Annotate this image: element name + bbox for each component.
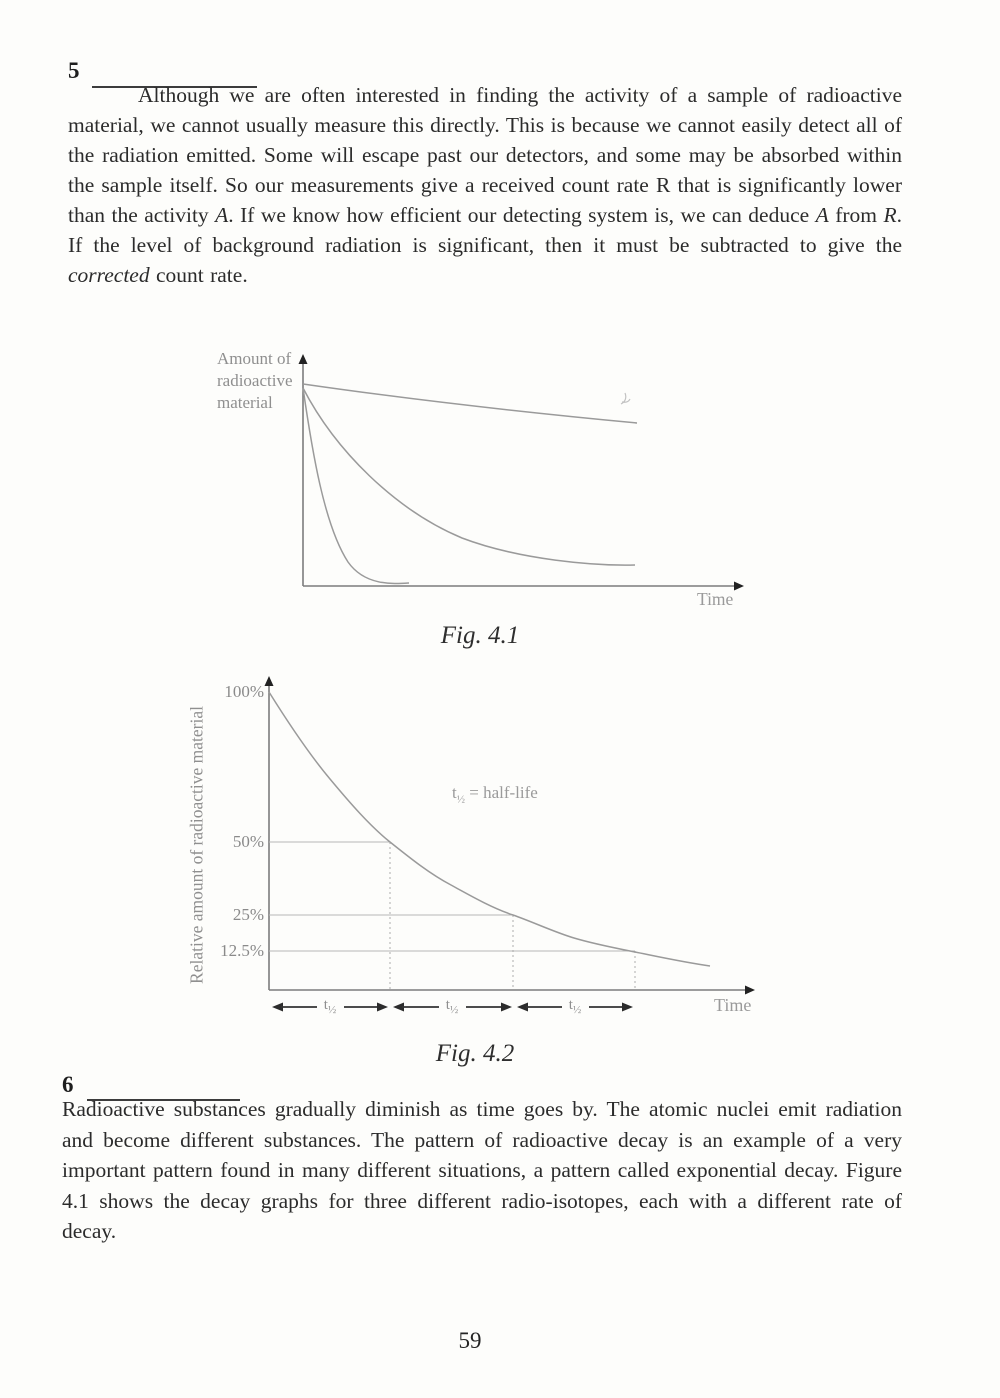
half-life-subscript: ½: [449, 1004, 459, 1016]
fig2-tick-50: 50%: [232, 832, 264, 851]
right-arrow-icon: [501, 1003, 512, 1012]
fig1-slow-decay-curve: [303, 384, 637, 423]
fig1-y-axis-label-line: material: [217, 393, 273, 412]
fig2-y-axis-arrow-icon: [265, 676, 274, 686]
fig1-x-axis-arrow-icon: [734, 582, 744, 591]
section-5-number: 5: [68, 58, 80, 83]
half-life-symbol: t: [445, 997, 450, 1013]
paragraph-run-italic: A: [815, 203, 829, 227]
fig1-y-axis-label-line: Amount of: [217, 349, 292, 368]
fig2-y-axis-label: Relative amount of radioactive material: [186, 706, 207, 984]
fig1-y-axis-arrow-icon: [299, 354, 308, 364]
fig1-fast-decay-curve: [303, 388, 409, 584]
half-life-symbol: t: [452, 783, 457, 802]
fig1-y-axis-label-line: radioactive: [217, 371, 293, 390]
half-life-subscript: ½: [456, 793, 465, 806]
paragraph-run: count rate.: [149, 263, 248, 287]
paragraph-run-italic: corrected: [68, 263, 150, 287]
paragraph-run-italic: A: [215, 203, 229, 227]
fig2-decay-curve: [269, 692, 710, 966]
fig2-tick-100: 100%: [224, 682, 264, 701]
fig2-interval-label-2: [446, 997, 458, 1016]
half-life-symbol: t: [568, 997, 573, 1013]
right-arrow-icon: [622, 1003, 633, 1012]
paragraph-run: . If the level of background radiation is significant, then it must be subtracted to give the: [68, 203, 902, 257]
right-arrow-icon: [377, 1003, 388, 1012]
paragraph-run: Although we are often interested in finding the activity of a sample of radioactive material, we cannot usually measure this directly. This is because we cannot easily detect all of the radiation emitted. Some will escape past our detectors, and some may be absorbed within the sample itself. So our measurements give a received count rate R that is significantly lower than the activity: [68, 83, 902, 227]
paragraph-run: . If we know how efficient our detecting system is, we can deduce: [228, 203, 816, 227]
half-life-note-text: = half-life: [469, 783, 538, 802]
fig2-interval-label-3: [569, 997, 581, 1016]
section-6-paragraph: Radioactive substances gradually diminish as time goes by. The atomic nuclei emit radiation and become different substances. The pattern of radioactive decay is an example of a very important pattern found in many different situations, a pattern called exponential decay. Figure 4.1 shows the decay graphs for three different radio-isotopes, each with a different rate of decay.: [62, 1097, 902, 1243]
half-life-subscript: ½: [572, 1004, 582, 1016]
page-number: 59: [458, 1328, 482, 1353]
fig2-x-axis-arrow-icon: [745, 986, 755, 995]
fig1-caption: Fig. 4.1: [440, 622, 520, 649]
section-5-paragraph: [68, 80, 902, 290]
paragraph-run-italic: R: [883, 203, 897, 227]
fig1-decay-chart: [200, 350, 760, 612]
half-life-subscript: ½: [327, 1004, 337, 1016]
fig1-scan-artifact: [621, 393, 630, 404]
paragraph-run: from: [828, 203, 884, 227]
section-6-number: 6: [62, 1072, 74, 1097]
fig1-medium-decay-curve: [303, 388, 635, 565]
fig2-half-life-annotation: [452, 783, 538, 805]
fig2-interval-label-1: [324, 997, 336, 1016]
half-life-symbol: t: [323, 997, 328, 1013]
fig2-tick-25: 25%: [232, 905, 264, 924]
fig2-x-axis-label: Time: [714, 995, 752, 1015]
fig1-x-axis-label: Time: [697, 589, 734, 609]
fig2-tick-12-5: 12.5%: [220, 941, 264, 960]
fig2-caption: Fig. 4.2: [435, 1040, 515, 1067]
